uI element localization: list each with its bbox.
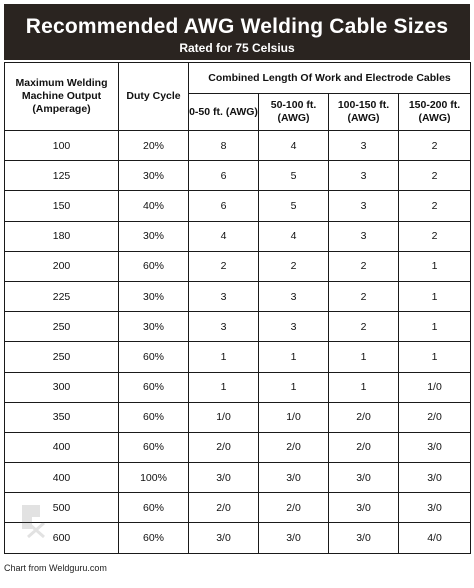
cell-duty: 60% xyxy=(119,493,189,523)
cell-amperage: 500 xyxy=(5,493,119,523)
cell-awg: 2/0 xyxy=(329,402,399,432)
cell-awg: 3 xyxy=(259,312,329,342)
table-row xyxy=(5,251,471,281)
cell-awg: 1 xyxy=(329,372,399,402)
cable-size-table xyxy=(4,62,471,554)
cell-duty: 60% xyxy=(119,372,189,402)
cell-amperage: 125 xyxy=(5,161,119,191)
cell-amperage: 300 xyxy=(5,372,119,402)
table-row xyxy=(5,161,471,191)
table-row xyxy=(5,402,471,432)
cell-amperage: 150 xyxy=(5,191,119,221)
table-row xyxy=(5,191,471,221)
cell-awg: 2/0 xyxy=(259,432,329,462)
cell-awg: 6 xyxy=(189,161,259,191)
cell-awg: 1/0 xyxy=(259,402,329,432)
table-row xyxy=(5,312,471,342)
page-title: Recommended AWG Welding Cable Sizes xyxy=(25,15,449,38)
table-row xyxy=(5,372,471,402)
cell-awg: 3 xyxy=(329,191,399,221)
cell-amperage: 250 xyxy=(5,312,119,342)
cell-awg: 1 xyxy=(399,342,471,372)
weldguru-watermark-icon xyxy=(18,503,48,539)
cell-awg: 2 xyxy=(329,312,399,342)
cell-awg: 2 xyxy=(399,131,471,161)
header-length-100-150: 100-150 ft. (AWG) xyxy=(329,94,399,131)
cell-duty: 60% xyxy=(119,523,189,553)
cell-awg: 2/0 xyxy=(399,402,471,432)
cell-awg: 2 xyxy=(329,281,399,311)
cell-awg: 2 xyxy=(399,221,471,251)
cell-awg: 2/0 xyxy=(329,432,399,462)
table-row xyxy=(5,493,471,523)
cell-amperage: 400 xyxy=(5,463,119,493)
table-row xyxy=(5,342,471,372)
header-length-50-100: 50-100 ft. (AWG) xyxy=(259,94,329,131)
cell-awg: 1 xyxy=(259,342,329,372)
header-length-0-50: 0-50 ft. (AWG) xyxy=(189,94,259,131)
table-row xyxy=(5,281,471,311)
cell-duty: 30% xyxy=(119,281,189,311)
cell-awg: 3/0 xyxy=(329,523,399,553)
cell-awg: 1 xyxy=(189,372,259,402)
cell-duty: 60% xyxy=(119,402,189,432)
cell-awg: 1 xyxy=(259,372,329,402)
cell-awg: 1 xyxy=(399,312,471,342)
cell-awg: 1/0 xyxy=(399,372,471,402)
cell-awg: 3/0 xyxy=(399,432,471,462)
cell-awg: 8 xyxy=(189,131,259,161)
cell-duty: 60% xyxy=(119,432,189,462)
cell-duty: 60% xyxy=(119,251,189,281)
table-row xyxy=(5,131,471,161)
cell-awg: 3/0 xyxy=(259,523,329,553)
cell-awg: 4 xyxy=(259,131,329,161)
cell-awg: 3 xyxy=(329,221,399,251)
cell-awg: 2 xyxy=(259,251,329,281)
cell-awg: 2 xyxy=(399,161,471,191)
table-row xyxy=(5,463,471,493)
cell-awg: 2 xyxy=(189,251,259,281)
cell-amperage: 400 xyxy=(5,432,119,462)
cell-awg: 3 xyxy=(189,281,259,311)
cell-amperage: 225 xyxy=(5,281,119,311)
page-subtitle: Rated for 75 Celsius xyxy=(179,41,295,55)
cell-amperage: 600 xyxy=(5,523,119,553)
cell-awg: 1 xyxy=(399,281,471,311)
cell-awg: 3 xyxy=(189,312,259,342)
cell-awg: 5 xyxy=(259,191,329,221)
cell-awg: 1 xyxy=(189,342,259,372)
table-row xyxy=(5,523,471,553)
header-duty-cycle: Duty Cycle xyxy=(119,63,189,131)
cell-awg: 3/0 xyxy=(329,493,399,523)
header-length-150-200: 150-200 ft. (AWG) xyxy=(399,94,471,131)
table-row xyxy=(5,221,471,251)
cell-amperage: 180 xyxy=(5,221,119,251)
cell-awg: 2 xyxy=(329,251,399,281)
cell-duty: 30% xyxy=(119,221,189,251)
cell-awg: 6 xyxy=(189,191,259,221)
cell-awg: 3/0 xyxy=(329,463,399,493)
cell-amperage: 350 xyxy=(5,402,119,432)
cell-awg: 1 xyxy=(399,251,471,281)
cell-awg: 1 xyxy=(329,342,399,372)
cell-duty: 40% xyxy=(119,191,189,221)
cell-awg: 2/0 xyxy=(259,493,329,523)
cell-awg: 3/0 xyxy=(189,523,259,553)
cell-amperage: 250 xyxy=(5,342,119,372)
table-row xyxy=(5,432,471,462)
cell-duty: 30% xyxy=(119,161,189,191)
cell-awg: 1/0 xyxy=(189,402,259,432)
cell-awg: 3 xyxy=(259,281,329,311)
cell-awg: 4 xyxy=(189,221,259,251)
cell-duty: 100% xyxy=(119,463,189,493)
cell-duty: 60% xyxy=(119,342,189,372)
source-credit: Chart from Weldguru.com xyxy=(4,563,107,573)
cell-awg: 3/0 xyxy=(259,463,329,493)
cell-duty: 30% xyxy=(119,312,189,342)
cell-awg: 3/0 xyxy=(399,493,471,523)
cell-duty: 20% xyxy=(119,131,189,161)
cell-amperage: 100 xyxy=(5,131,119,161)
cell-awg: 4/0 xyxy=(399,523,471,553)
cell-amperage: 200 xyxy=(5,251,119,281)
cell-awg: 4 xyxy=(259,221,329,251)
cell-awg: 3/0 xyxy=(399,463,471,493)
cell-awg: 3 xyxy=(329,161,399,191)
cell-awg: 2 xyxy=(399,191,471,221)
cell-awg: 3/0 xyxy=(189,463,259,493)
header-machine-output: Maximum Welding Machine Output (Amperage) xyxy=(5,63,119,131)
cell-awg: 2/0 xyxy=(189,432,259,462)
cell-awg: 3 xyxy=(329,131,399,161)
cell-awg: 2/0 xyxy=(189,493,259,523)
cell-awg: 5 xyxy=(259,161,329,191)
header-combined-length: Combined Length Of Work and Electrode Cables xyxy=(189,63,471,94)
chart-header xyxy=(4,4,470,60)
